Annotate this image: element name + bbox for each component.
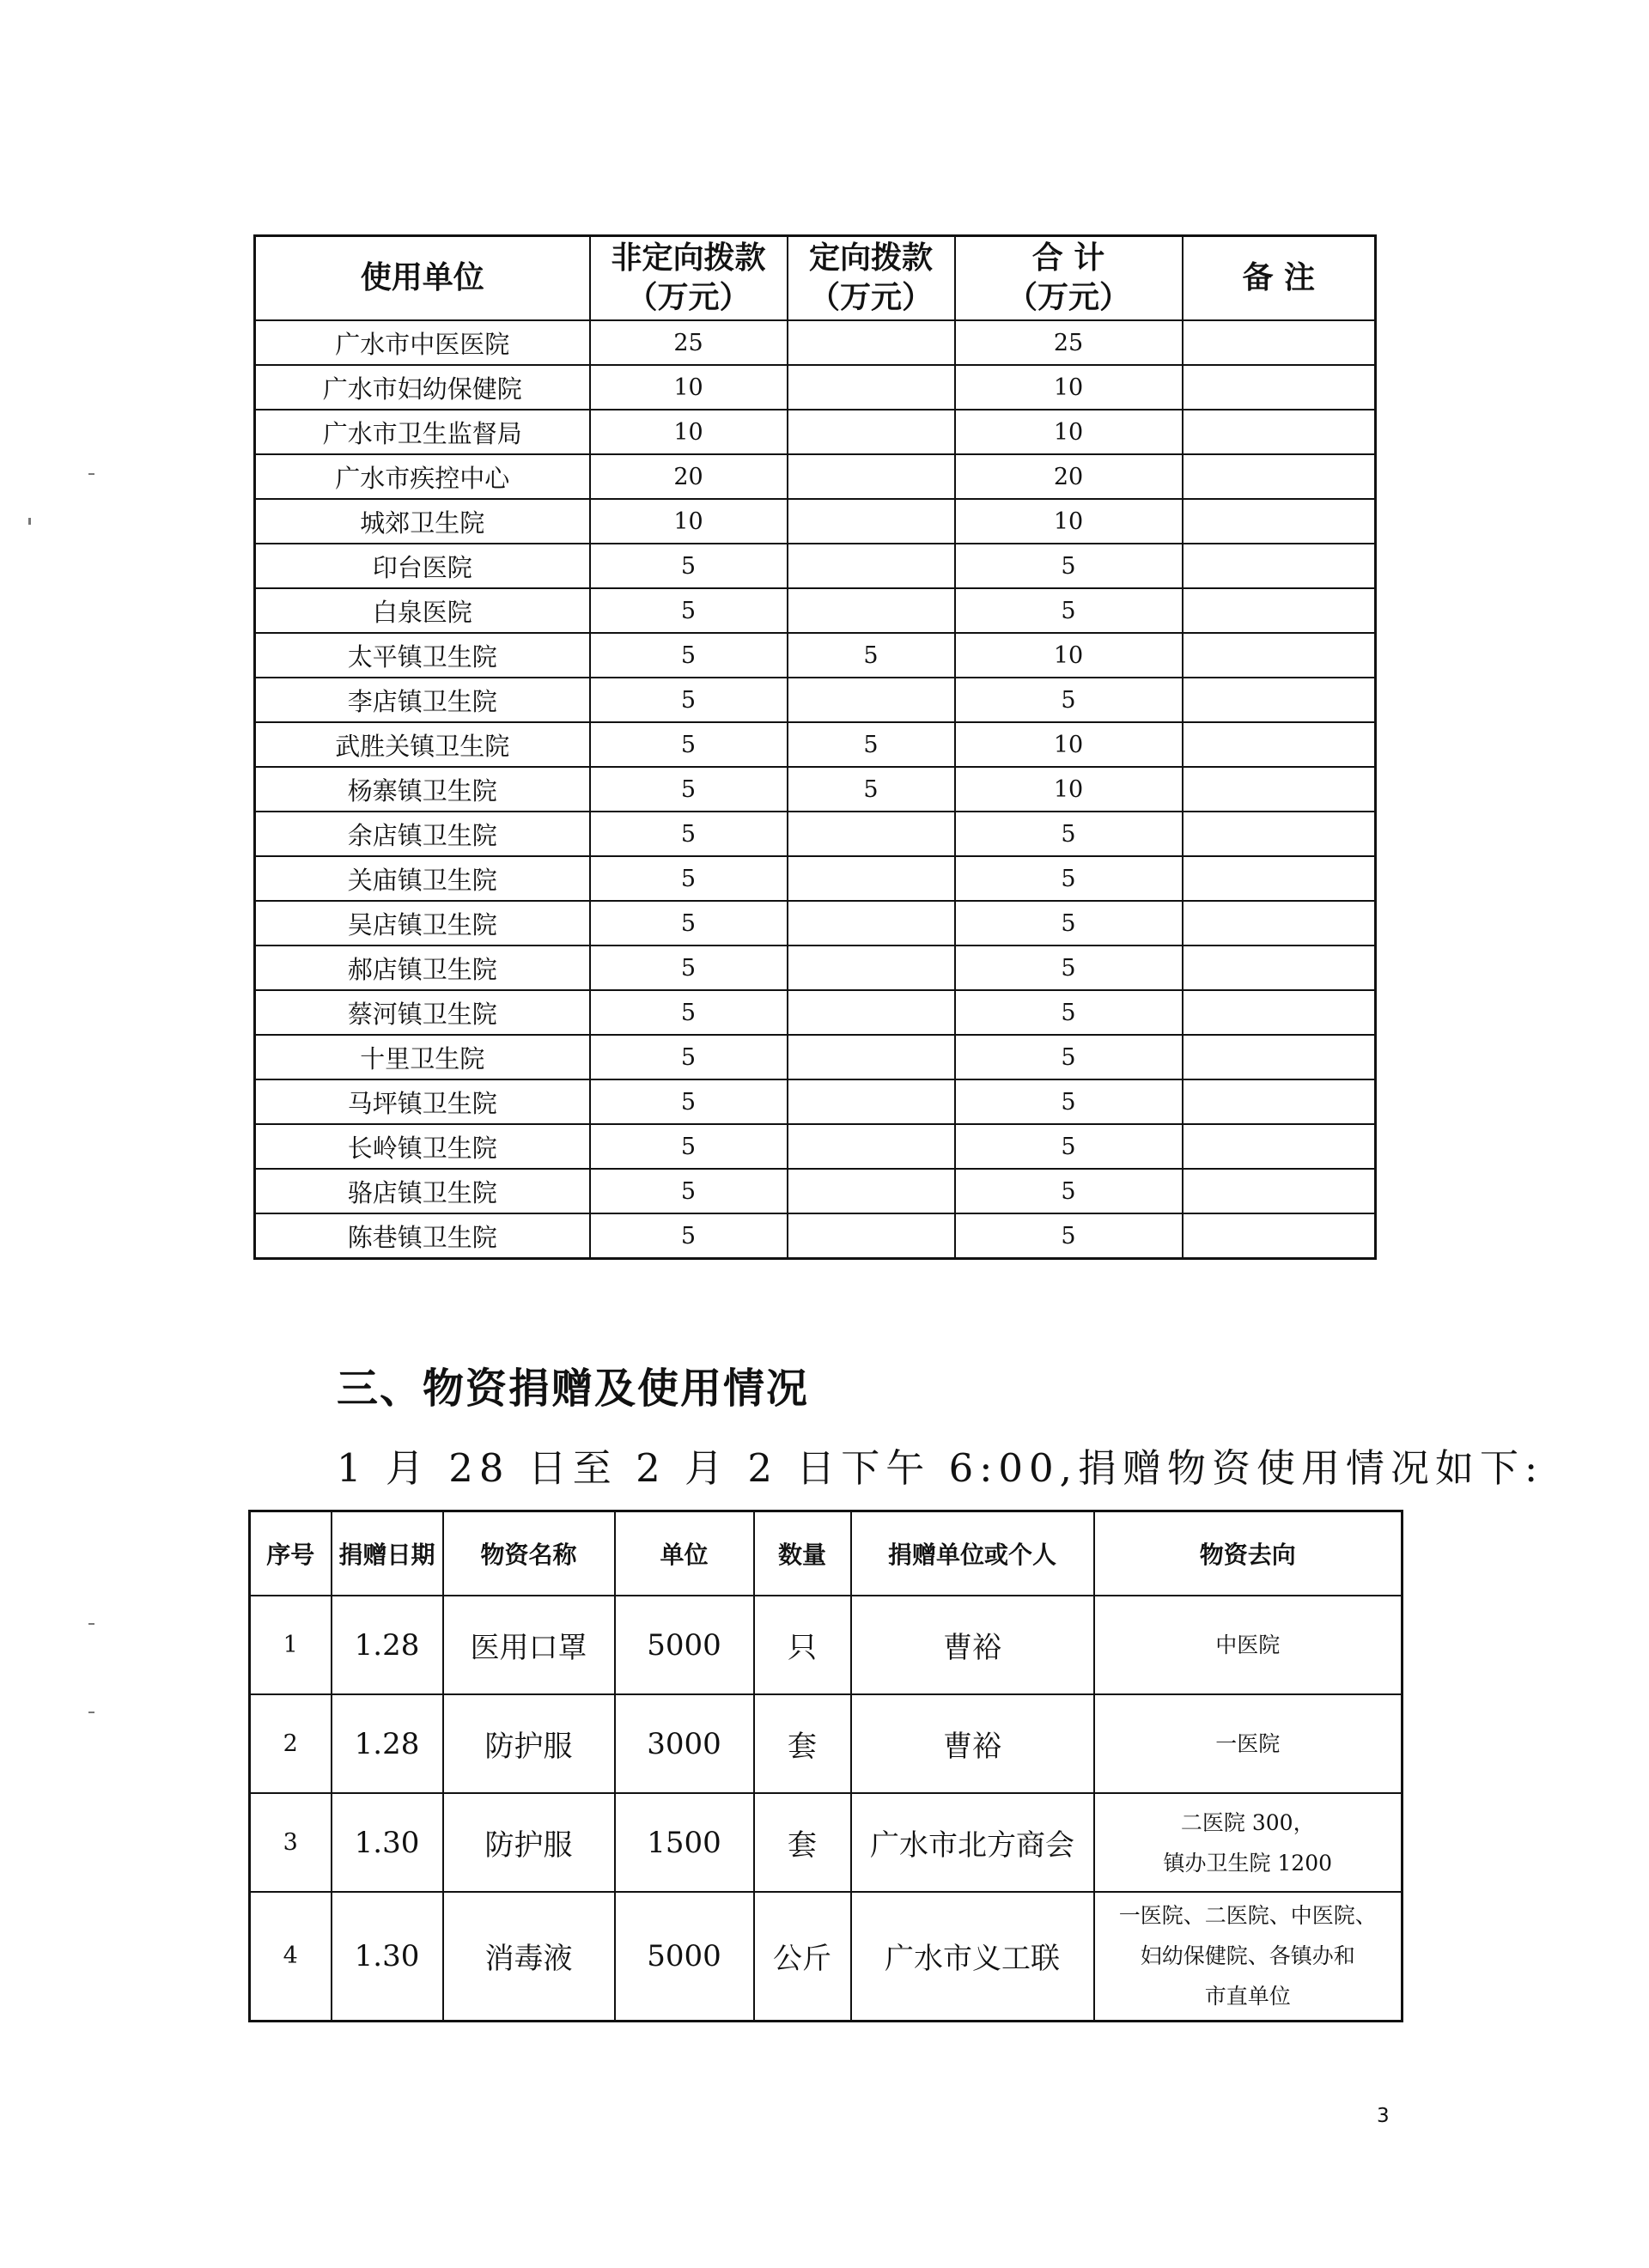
destination-line: 中医院 [1215, 1633, 1281, 1657]
table-row [255, 410, 1376, 454]
note-cell [1183, 901, 1376, 946]
unit-cell: 十里卫生院 [255, 1035, 590, 1079]
directed-cell [788, 1213, 955, 1259]
non-directed-cell: 5 [590, 633, 788, 678]
table-row [255, 1035, 1376, 1079]
quantity-cell: 5000 [615, 1596, 754, 1694]
note-cell [1183, 365, 1376, 410]
unit-cell: 骆店镇卫生院 [255, 1169, 590, 1213]
destination-line: 妇幼保健院、各镇办和 [1140, 1943, 1355, 1969]
item-cell: 防护服 [443, 1694, 615, 1793]
non-directed-cell: 5 [590, 544, 788, 588]
total-cell: 5 [955, 812, 1183, 856]
directed-cell [788, 1035, 955, 1079]
non-directed-cell: 10 [590, 365, 788, 410]
header-seq: 序号 [250, 1511, 332, 1596]
note-cell [1183, 544, 1376, 588]
table-row [255, 1169, 1376, 1213]
total-cell: 5 [955, 946, 1183, 990]
note-cell [1183, 856, 1376, 901]
header-line: （万元） [808, 280, 933, 315]
non-directed-cell: 5 [590, 1124, 788, 1169]
date-cell: 1.30 [332, 1892, 443, 2021]
non-directed-cell: 10 [590, 499, 788, 544]
header-line: 定向拨款 [808, 240, 933, 276]
directed-cell [788, 990, 955, 1035]
scan-speck [88, 1623, 94, 1625]
header-line: （万元） [626, 280, 751, 315]
destination-line: 一医院、二医院、中医院、 [1118, 1903, 1377, 1929]
table-row [250, 1596, 1403, 1694]
unit-cell: 印台医院 [255, 544, 590, 588]
directed-cell [788, 1079, 955, 1124]
unit-cell: 李店镇卫生院 [255, 678, 590, 722]
table-row [255, 454, 1376, 499]
table-row [255, 767, 1376, 812]
header-line: 非定向拨款 [611, 240, 766, 276]
total-cell: 25 [955, 320, 1183, 365]
unit-cell: 吴店镇卫生院 [255, 901, 590, 946]
table-row [255, 812, 1376, 856]
total-cell: 10 [955, 633, 1183, 678]
scan-speck [28, 518, 31, 525]
table-row [255, 901, 1376, 946]
destination-cell [1094, 1892, 1403, 2021]
total-cell: 10 [955, 767, 1183, 812]
header-directed [788, 236, 955, 321]
destination-line: 一医院 [1215, 1731, 1281, 1756]
funds-table-body [255, 320, 1376, 1259]
table-row [255, 722, 1376, 767]
total-cell: 10 [955, 410, 1183, 454]
note-cell [1183, 812, 1376, 856]
non-directed-cell: 5 [590, 767, 788, 812]
table-row [255, 633, 1376, 678]
note-cell [1183, 1079, 1376, 1124]
non-directed-cell: 5 [590, 946, 788, 990]
destination-cell [1094, 1793, 1403, 1892]
note-cell [1183, 678, 1376, 722]
header-unit [255, 236, 590, 321]
seq-cell: 2 [250, 1694, 332, 1793]
directed-cell [788, 856, 955, 901]
quantity-cell: 5000 [615, 1892, 754, 2021]
unit-cell: 陈巷镇卫生院 [255, 1213, 590, 1259]
item-cell: 医用口罩 [443, 1596, 615, 1694]
table-row [255, 544, 1376, 588]
unit-cell: 郝店镇卫生院 [255, 946, 590, 990]
total-cell: 5 [955, 901, 1183, 946]
unit-cell: 城郊卫生院 [255, 499, 590, 544]
directed-cell [788, 320, 955, 365]
non-directed-cell: 5 [590, 588, 788, 633]
unit-cell: 蔡河镇卫生院 [255, 990, 590, 1035]
header-donor: 捐赠单位或个人 [851, 1511, 1094, 1596]
total-cell: 5 [955, 588, 1183, 633]
donor-cell: 曹裕 [851, 1596, 1094, 1694]
total-cell: 5 [955, 1035, 1183, 1079]
quantity-cell: 3000 [615, 1694, 754, 1793]
header-date: 捐赠日期 [332, 1511, 443, 1596]
table-row [255, 946, 1376, 990]
total-cell: 5 [955, 856, 1183, 901]
donations-table-body [250, 1596, 1403, 2021]
item-cell: 防护服 [443, 1793, 615, 1892]
total-cell: 5 [955, 1213, 1183, 1259]
total-cell: 10 [955, 499, 1183, 544]
donor-cell: 广水市北方商会 [851, 1793, 1094, 1892]
table-row [255, 1124, 1376, 1169]
table-row [255, 678, 1376, 722]
donor-cell: 广水市义工联 [851, 1892, 1094, 2021]
directed-cell [788, 365, 955, 410]
unit-cell: 广水市疾控中心 [255, 454, 590, 499]
table-row [255, 365, 1376, 410]
table-row [255, 1079, 1376, 1124]
total-cell: 10 [955, 365, 1183, 410]
unit-cell: 马坪镇卫生院 [255, 1079, 590, 1124]
destination-cell [1094, 1694, 1403, 1793]
total-cell: 5 [955, 1124, 1183, 1169]
seq-cell: 1 [250, 1596, 332, 1694]
directed-cell [788, 454, 955, 499]
unit-cell: 长岭镇卫生院 [255, 1124, 590, 1169]
header-item: 物资名称 [443, 1511, 615, 1596]
non-directed-cell: 25 [590, 320, 788, 365]
table-row [250, 1694, 1403, 1793]
directed-cell [788, 1169, 955, 1213]
table-row [250, 1892, 1403, 2021]
header-non-directed [590, 236, 788, 321]
header-quantity: 数量 [754, 1511, 851, 1596]
note-cell [1183, 320, 1376, 365]
header-destination: 物资去向 [1094, 1511, 1403, 1596]
header-unit: 单位 [615, 1511, 754, 1596]
non-directed-cell: 5 [590, 856, 788, 901]
note-cell [1183, 499, 1376, 544]
table-row [255, 588, 1376, 633]
unit-cell: 余店镇卫生院 [255, 812, 590, 856]
non-directed-cell: 5 [590, 678, 788, 722]
total-cell: 20 [955, 454, 1183, 499]
note-cell [1183, 454, 1376, 499]
note-cell [1183, 767, 1376, 812]
note-cell [1183, 946, 1376, 990]
table-row [255, 990, 1376, 1035]
unit-cell: 关庙镇卫生院 [255, 856, 590, 901]
directed-cell [788, 946, 955, 990]
page-number: 3 [1377, 2105, 1390, 2127]
note-cell [1183, 410, 1376, 454]
note-cell [1183, 1169, 1376, 1213]
directed-cell [788, 544, 955, 588]
note-cell [1183, 722, 1376, 767]
non-directed-cell: 20 [590, 454, 788, 499]
total-cell: 5 [955, 1169, 1183, 1213]
unit-cell: 杨寨镇卫生院 [255, 767, 590, 812]
note-cell [1183, 1124, 1376, 1169]
non-directed-cell: 5 [590, 812, 788, 856]
directed-cell: 5 [788, 722, 955, 767]
non-directed-cell: 5 [590, 901, 788, 946]
header-line: 备 注 [1242, 260, 1316, 295]
unit-cell: 广水市中医医院 [255, 320, 590, 365]
unit-cell: 广水市卫生监督局 [255, 410, 590, 454]
directed-cell [788, 499, 955, 544]
note-cell [1183, 990, 1376, 1035]
non-directed-cell: 5 [590, 722, 788, 767]
note-cell [1183, 1035, 1376, 1079]
directed-cell [788, 410, 955, 454]
table-row [250, 1793, 1403, 1892]
non-directed-cell: 5 [590, 1079, 788, 1124]
note-cell [1183, 1213, 1376, 1259]
section-heading: 三、物资捐赠及使用情况 [337, 1365, 810, 1413]
unit-cell: 武胜关镇卫生院 [255, 722, 590, 767]
destination-line: 二医院 300， [1180, 1809, 1315, 1835]
header-line: （万元） [1006, 280, 1130, 315]
scan-speck [88, 473, 94, 475]
quantity-cell: 1500 [615, 1793, 754, 1892]
unit-cell: 白泉医院 [255, 588, 590, 633]
item-cell: 消毒液 [443, 1892, 615, 2021]
unit-cell: 公斤 [754, 1892, 851, 2021]
donations-table [248, 1510, 1403, 2022]
intro-paragraph: 1 月 28 日至 2 月 2 日下午 6:00,捐赠物资使用情况如下: [337, 1445, 1544, 1491]
donor-cell: 曹裕 [851, 1694, 1094, 1793]
seq-cell: 4 [250, 1892, 332, 2021]
table-header-row [250, 1511, 1403, 1596]
table-row [255, 1213, 1376, 1259]
directed-cell [788, 812, 955, 856]
unit-cell: 只 [754, 1596, 851, 1694]
non-directed-cell: 5 [590, 1169, 788, 1213]
date-cell: 1.28 [332, 1694, 443, 1793]
non-directed-cell: 10 [590, 410, 788, 454]
header-note [1183, 236, 1376, 321]
total-cell: 5 [955, 1079, 1183, 1124]
table-row [255, 856, 1376, 901]
table-header-row [255, 236, 1376, 321]
header-total [955, 236, 1183, 321]
scan-speck [88, 1712, 94, 1713]
non-directed-cell: 5 [590, 1213, 788, 1259]
destination-line: 镇办卫生院 1200 [1163, 1850, 1333, 1876]
date-cell: 1.30 [332, 1793, 443, 1892]
directed-cell [788, 901, 955, 946]
non-directed-cell: 5 [590, 990, 788, 1035]
note-cell [1183, 633, 1376, 678]
destination-line: 市直单位 [1204, 1984, 1291, 2010]
unit-cell: 套 [754, 1793, 851, 1892]
seq-cell: 3 [250, 1793, 332, 1892]
unit-cell: 套 [754, 1694, 851, 1793]
directed-cell: 5 [788, 767, 955, 812]
non-directed-cell: 5 [590, 1035, 788, 1079]
header-line: 使用单位 [360, 260, 484, 295]
directed-cell [788, 1124, 955, 1169]
date-cell: 1.28 [332, 1596, 443, 1694]
funds-allocation-table [253, 234, 1377, 1260]
directed-cell: 5 [788, 633, 955, 678]
total-cell: 5 [955, 678, 1183, 722]
unit-cell: 太平镇卫生院 [255, 633, 590, 678]
note-cell [1183, 588, 1376, 633]
total-cell: 10 [955, 722, 1183, 767]
destination-cell [1094, 1596, 1403, 1694]
directed-cell [788, 588, 955, 633]
table-row [255, 499, 1376, 544]
unit-cell: 广水市妇幼保健院 [255, 365, 590, 410]
total-cell: 5 [955, 990, 1183, 1035]
table-row [255, 320, 1376, 365]
total-cell: 5 [955, 544, 1183, 588]
directed-cell [788, 678, 955, 722]
header-line: 合 计 [1031, 240, 1105, 276]
